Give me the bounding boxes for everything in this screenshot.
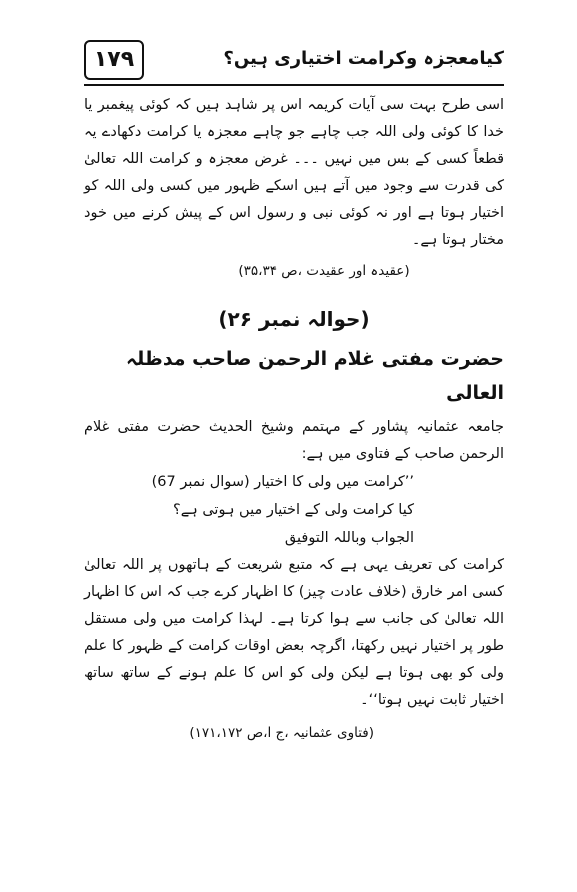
reference-1: (عقیدہ اور عقیدت ،ص ۳۵،۳۴) — [238, 263, 410, 279]
answer-paragraph: کرامت کی تعریف یہی ہے کہ متبع شریعت کے ہاتھوں پر اللہ تعالیٰ کسی امر خارق (خلاف عادت چیز) کا اظہار کرے جب کہ اس کا اظہار اللہ تعالیٰ کی جانب سے ہوا کرتا ہے۔ لہذا کرامت میں ولی مستقل طور پر اختیار نہیں رکھتا، اگرچہ بعض اوقات کرامت کے ظہور کا علم ولی کو بھی ہوتا ہے لیکن ولی کو اس کا علم ہونے کے ساتھ ساتھ اختیار ثابت نہیں ہوتا‘‘۔ — [84, 557, 504, 708]
page-number: ۱۷۹ — [84, 40, 144, 80]
reference-2: (فتاوی عثمانیہ ،ج ا،ص ۱۷۱،۱۷۲) — [189, 725, 374, 741]
question-title: ’’کرامت میں ولی کا اختیار (سوال نمبر 67) — [151, 474, 414, 490]
page-body — [84, 92, 504, 746]
intro-paragraph: جامعہ عثمانیہ پشاور کے مہتمم وشیخ الحدیث حضرت مفتی غلام الرحمن صاحب کے فتاوی میں ہے: — [84, 419, 504, 462]
paragraph-1: اسی طرح بہت سی آیات کریمہ اس پر شاہد ہیں کہ کوئی پیغمبر یا خدا کا کوئی ولی اللہ جب چاہے جو چاہے معجزہ یا کرامت دکھادے یہ قطعاً کسی کے بس میں نہیں ۔۔۔ غرض معجزہ و کرامت اللہ تعالیٰ کی قدرت سے وجود میں آتے ہیں اسکے ظہور میں کسی ولی اللہ کو اختیار ہوتا ہے اور نہ کوئی نبی و رسول اس کے پیش کرنے میں خود مختار ہوتا ہے۔ — [84, 97, 504, 248]
answer-opening: الجواب وباللہ التوفیق — [284, 530, 414, 546]
running-title: کیامعجزہ وکرامت اختیاری ہیں؟ — [223, 48, 504, 69]
page-header — [84, 40, 504, 84]
reference-heading: (حوالہ نمبر ۲۶) — [218, 307, 370, 331]
question-text: کیا کرامت ولی کے اختیار میں ہوتی ہے؟ — [173, 502, 414, 518]
header-divider — [84, 84, 504, 86]
author-heading: حضرت مفتی غلام الرحمن صاحب مدظلہ العالی — [126, 348, 504, 404]
